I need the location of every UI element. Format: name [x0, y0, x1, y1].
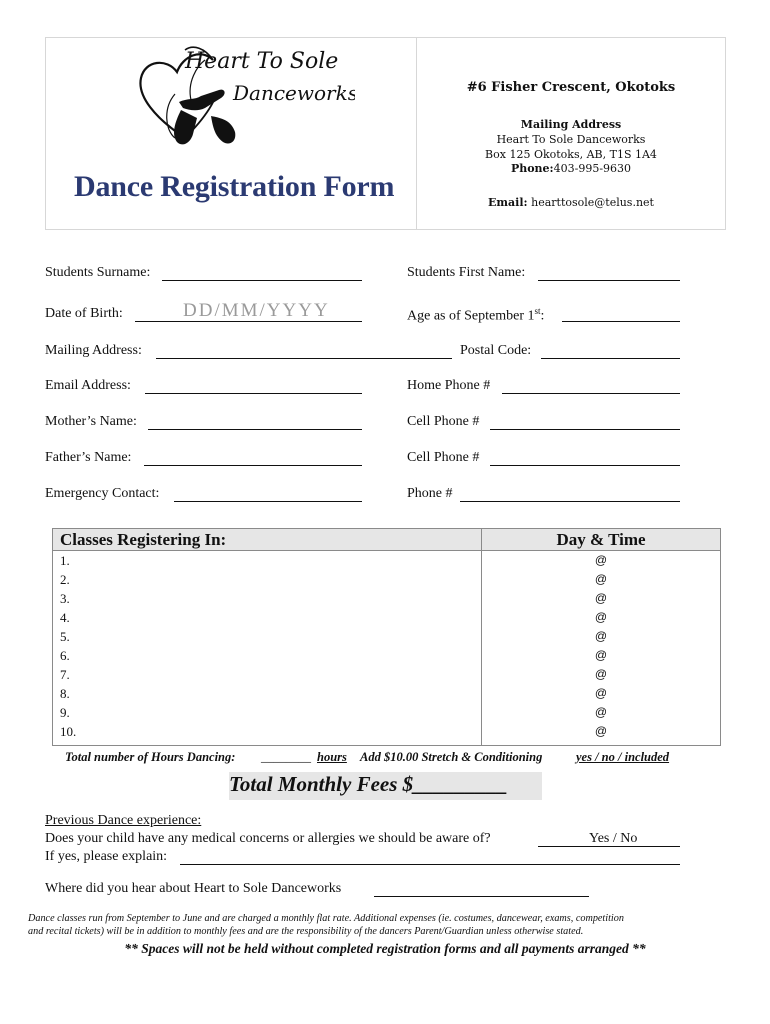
class-row-number: 7. — [60, 667, 70, 682]
phone-label: Phone: — [510, 162, 554, 175]
class-row-day-time[interactable]: @ — [594, 667, 608, 681]
age-input[interactable] — [562, 321, 680, 322]
cell-phone-2-label: Cell Phone # — [407, 450, 480, 465]
cell-phone-1-label: Cell Phone # — [407, 414, 480, 429]
fathers-name-label: Father’s Name: — [45, 450, 132, 465]
email-value: hearttosole@telus.net — [531, 196, 654, 209]
cell-phone-1-input[interactable] — [490, 429, 680, 430]
yes-no-option[interactable]: Yes / No — [589, 831, 638, 846]
mailing-address-title: Mailing Address — [520, 118, 622, 131]
emergency-contact-input[interactable] — [174, 501, 362, 502]
age-label-text: Age as of September 1 — [407, 308, 535, 324]
fine-print-line-2: and recital tickets) will be in addition to monthly fees and are the responsibility of the dancers Parent/Guardian unless otherwise stated. — [28, 926, 584, 937]
surname-input[interactable] — [162, 280, 362, 281]
class-row-number: 9. — [60, 705, 70, 720]
class-row-number: 6. — [60, 648, 70, 663]
logo-text-line1: Heart To Sole — [185, 49, 339, 74]
explain-input[interactable] — [180, 864, 680, 865]
age-label-colon: : — [540, 308, 545, 324]
classes-heading: Classes Registering In: — [60, 530, 227, 549]
email-line — [417, 196, 725, 209]
phone-value: 403-995-9630 — [553, 162, 632, 175]
class-row-day-time[interactable]: @ — [594, 553, 608, 567]
day-time-heading: Day & Time — [556, 530, 646, 549]
class-row-day-time[interactable]: @ — [594, 724, 608, 738]
cell-phone-2-input[interactable] — [490, 465, 680, 466]
stretch-conditioning: Add $10.00 Stretch & Conditioning — [360, 750, 543, 764]
first-name-label: Students First Name: — [407, 265, 526, 280]
form-title: Dance Registration Form — [74, 170, 395, 203]
email-label: Email: — [488, 196, 528, 209]
emergency-contact-label: Emergency Contact: — [45, 486, 160, 501]
home-phone-input[interactable] — [502, 393, 680, 394]
class-row-day-time[interactable]: @ — [594, 705, 608, 719]
mothers-name-input[interactable] — [148, 429, 362, 430]
previous-experience-label: Previous Dance experience: — [45, 813, 202, 828]
hours-label: Total number of Hours Dancing: — [65, 750, 236, 764]
phone-label-field: Phone # — [407, 486, 453, 501]
logo-text-line2: Danceworks — [233, 81, 355, 105]
hear-about-input[interactable] — [374, 896, 589, 897]
medical-question: Does your child have any medical concerns or allergies we should be aware of? — [45, 831, 491, 846]
surname-label: Students Surname: — [45, 265, 151, 280]
total-monthly-fees[interactable]: Total Monthly Fees $_________ — [229, 772, 542, 800]
class-row-number: 8. — [60, 686, 70, 701]
mailing-address-input[interactable] — [156, 358, 452, 359]
age-label — [407, 306, 544, 325]
class-row-number: 4. — [60, 610, 70, 625]
explain-label: If yes, please explain: — [45, 849, 168, 864]
studio-address: #6 Fisher Crescent, Okotoks — [466, 80, 676, 95]
home-phone-label: Home Phone # — [407, 378, 491, 393]
first-name-input[interactable] — [538, 280, 680, 281]
class-row-number: 3. — [60, 591, 70, 606]
hours-blank[interactable]: ________ — [261, 750, 311, 764]
fine-print-line-1: Dance classes run from September to June and are charged a monthly flat rate. Additional expenses (ie. costumes, dancewear, exams, competition — [28, 913, 624, 924]
class-row-number: 5. — [60, 629, 70, 644]
email-address-label: Email Address: — [45, 378, 131, 393]
mailing-address-label: Mailing Address: — [45, 343, 142, 358]
spaces-note: ** Spaces will not be held without completed registration forms and all payments arranged ** — [124, 941, 646, 956]
dob-placeholder: DD/MM/YYYY — [183, 300, 330, 321]
class-row-day-time[interactable]: @ — [594, 648, 608, 662]
mothers-name-label: Mother’s Name: — [45, 414, 137, 429]
email-address-input[interactable] — [145, 393, 362, 394]
class-row-day-time[interactable]: @ — [594, 610, 608, 624]
dob-label: Date of Birth: — [45, 306, 123, 321]
class-row-number: 10. — [60, 724, 77, 739]
postal-code-label: Postal Code: — [460, 343, 532, 358]
class-row-number: 2. — [60, 572, 70, 587]
class-row-day-time[interactable]: @ — [594, 686, 608, 700]
class-row-day-time[interactable]: @ — [594, 591, 608, 605]
class-row-day-time[interactable]: @ — [594, 629, 608, 643]
mailing-line-2: Box 125 Okotoks, AB, T1S 1A4 — [485, 148, 657, 161]
logo — [135, 38, 355, 150]
hear-about-label: Where did you hear about Heart to Sole Danceworks — [45, 881, 342, 896]
class-row-number: 1. — [60, 553, 70, 568]
class-row-day-time[interactable]: @ — [594, 572, 608, 586]
stretch-options[interactable]: yes / no / included — [576, 750, 670, 764]
age-label-sup: st — [534, 306, 541, 316]
phone-line — [417, 162, 725, 175]
hours-unit: hours — [317, 750, 347, 764]
postal-code-input[interactable] — [541, 358, 680, 359]
fathers-name-input[interactable] — [144, 465, 362, 466]
phone-input[interactable] — [460, 501, 680, 502]
logo-heart-shoes-icon — [135, 38, 355, 150]
mailing-line-1: Heart To Sole Danceworks — [496, 133, 646, 146]
